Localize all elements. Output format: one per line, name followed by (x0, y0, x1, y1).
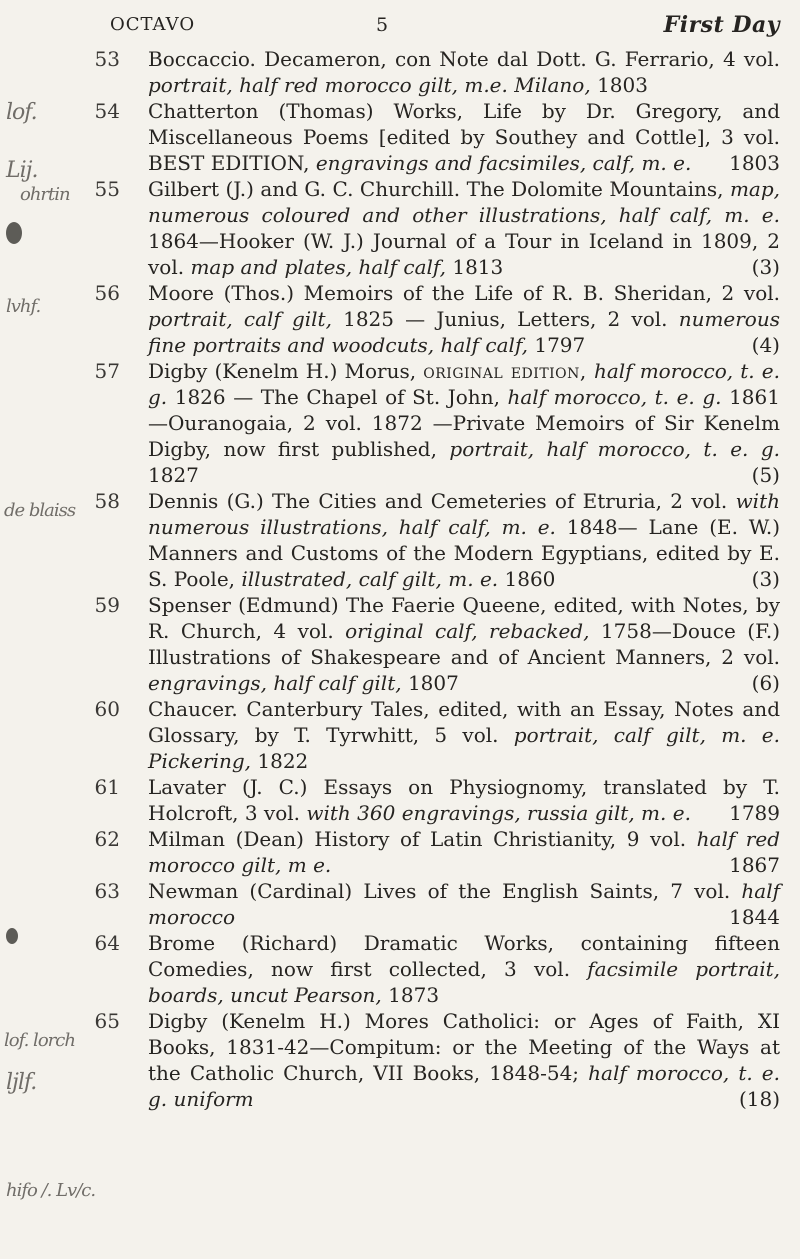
lot-italic-text: original calf, rebacked, (345, 619, 590, 643)
lot-entry (80, 98, 780, 176)
lot-description (148, 826, 780, 878)
lot-list (80, 46, 780, 1112)
lot-number: 59 (94, 593, 120, 617)
lot-text-run: Gilbert (J.) and G. C. Churchill. The Dolomite Mountains, (148, 177, 730, 201)
lot-description (148, 46, 780, 98)
lot-right-value: 1867 (729, 853, 780, 877)
lot-italic-text: portrait, half morocco, t. e. g. (449, 437, 780, 461)
lot-description (148, 774, 780, 826)
lot-text-run: 1822 (251, 749, 309, 773)
lot-italic-text: facsimile portrait, boards, uncut (148, 957, 780, 1007)
margin-note: lof. lorch (4, 1030, 75, 1051)
lot-italic-text: engravings and facsimiles, calf, m. e. (315, 151, 692, 175)
lot-italic-text: portrait, calf gilt, m. e. (513, 723, 780, 747)
lot-text-run: Spenser (Edmund) The Faerie Queene, edited, with Notes, by R. Church, 4 vol. (148, 593, 780, 643)
lot-italic-text: half morocco, t. e. g. (148, 359, 780, 409)
lot-text-run: Dennis (G.) The Cities and Cemeteries of Etruria, 2 vol. (148, 489, 736, 513)
lot-text-run: 1813 (445, 255, 504, 279)
lot-text-run: Chatterton (Thomas) Works, Life by Dr. Gregory, and Miscellaneous Poems [edited by Southey and Cottle], 3 vol. BEST EDITION, (148, 99, 780, 175)
lot-text-run: 1864—Hooker (W. J.) Journal of a Tour in Iceland in 1809, 2 vol. (148, 229, 780, 279)
lot-text-run: 1873 (381, 983, 440, 1007)
page-header (110, 8, 780, 42)
lot-italic-text: illustrated, calf gilt, m. e. (241, 567, 499, 591)
lot-text-run: Moore (Thos.) Memoirs of the Life of R. B. Sheridan, 2 vol. (148, 281, 780, 305)
lot-italic-text: Pearson, (294, 983, 382, 1007)
lot-text-run: 1860 (498, 567, 556, 591)
lot-italic-text: with 360 engravings, russia gilt, m. e. (306, 801, 691, 825)
lot-description (148, 488, 780, 592)
lot-number: 65 (94, 1009, 120, 1033)
lot-right-value: 1844 (729, 905, 780, 929)
lot-entry (80, 696, 780, 774)
lot-number: 56 (94, 281, 120, 305)
ink-blot (6, 222, 22, 244)
lot-text-run: 1807 (401, 671, 459, 695)
lot-description (148, 176, 780, 280)
lot-entry (80, 176, 780, 280)
lot-entry (80, 46, 780, 98)
lot-text-run: Boccaccio. Decameron, con Note dal Dott. G. Ferrario, 4 vol. (148, 47, 780, 71)
lot-right-value: (6) (751, 671, 780, 695)
lot-right-value: (3) (751, 255, 780, 279)
lot-right-value: (18) (738, 1087, 780, 1111)
lot-italic-text: half morocco, t. e. g. (507, 385, 722, 409)
lot-number: 60 (94, 697, 120, 721)
header-page-number: 5 (376, 14, 389, 36)
margin-note: lof. (6, 100, 37, 125)
lot-italic-text: with numerous illustrations, half calf, m. e. (148, 489, 780, 539)
lot-italic-text: half red morocco gilt, m e. (148, 827, 780, 877)
lot-number: 64 (94, 931, 120, 955)
lot-text-run: Brome (Richard) Dramatic Works, containing fifteen Comedies, now first collected, 3 vol. (148, 931, 780, 981)
lot-italic-text: portrait, half red morocco gilt, m.e. (148, 73, 508, 97)
lot-right-value: 1803 (729, 151, 780, 175)
lot-text-run: Digby (Kenelm H.) Mores Catholici: or Ages of Faith, XI Books, 1831-42—Compitum: or the Meeting of the Ways at the Catholic Church, VII Books, 1848-54; (148, 1009, 780, 1085)
lot-description (148, 280, 780, 358)
lot-number: 62 (94, 827, 120, 851)
lot-text-run: 1758—Douce (F.) Illustrations of Shakespeare and of Ancient Manners, 2 vol. (148, 619, 780, 669)
lot-description (148, 696, 780, 774)
lot-text-run: 1827 (148, 463, 199, 487)
lot-text-run: 1797 (528, 333, 586, 357)
lot-description (148, 592, 780, 696)
lot-text-run: Newman (Cardinal) Lives of the English Saints, 7 vol. (148, 879, 742, 903)
margin-note: Lij. (6, 158, 38, 183)
lot-number: 55 (94, 177, 120, 201)
lot-entry (80, 878, 780, 930)
lot-italic-text: Milano, (514, 73, 591, 97)
lot-entry (80, 930, 780, 1008)
lot-italic-text: engravings, half calf gilt, (148, 671, 402, 695)
lot-text-run: Digby (Kenelm H.) Morus, (148, 359, 424, 383)
lot-text-run: 1826 — The Chapel of St. John, (167, 385, 508, 409)
lot-number: 53 (94, 47, 120, 71)
lot-entry (80, 280, 780, 358)
lot-italic-text: numerous fine portraits and woodcuts, half calf, (148, 307, 780, 357)
ink-blot (6, 928, 18, 944)
lot-text-run: Chaucer. Canterbury Tales, edited, with an Essay, Notes and Glossary, by T. Tyrwhitt, 5 vol. (148, 697, 780, 747)
margin-note: ohrtin (20, 184, 70, 205)
lot-text-run: 1803 (590, 73, 648, 97)
margin-note: hifo /. Lv/c. (6, 1180, 96, 1201)
header-sale-day: First Day (663, 12, 780, 38)
lot-text-run: 1861—Ouranogaia, 2 vol. 1872 —Private Memoirs of Sir Kenelm Digby, now first published, (148, 385, 780, 461)
lot-italic-text: half morocco (148, 879, 780, 929)
lot-entry (80, 1008, 780, 1112)
lot-right-value: 1789 (729, 801, 780, 825)
lot-entry (80, 592, 780, 696)
lot-description (148, 98, 780, 176)
lot-right-value: (3) (751, 567, 780, 591)
lot-italic-text: map and plates, half calf, (190, 255, 446, 279)
header-format: OCTAVO (110, 14, 196, 35)
lot-description (148, 878, 780, 930)
lot-number: 58 (94, 489, 120, 513)
lot-text-run: Milman (Dean) History of Latin Christianity, 9 vol. (148, 827, 697, 851)
lot-entry (80, 774, 780, 826)
lot-italic-text: Pickering, (148, 749, 252, 773)
lot-number: 63 (94, 879, 120, 903)
margin-note: lvhf. (6, 296, 41, 317)
lot-text-run: 1848— Lane (E. W.) Manners and Customs of the Modern Egyptians, edited by E. S. Poole, (148, 515, 780, 591)
lot-description (148, 358, 780, 488)
lot-entry (80, 358, 780, 488)
lot-italic-text: portrait, calf gilt, (148, 307, 332, 331)
margin-note: de blaiss (4, 500, 76, 521)
margin-note: ljlf. (6, 1070, 37, 1095)
lot-number: 57 (94, 359, 120, 383)
lot-number: 61 (94, 775, 120, 799)
lot-smallcaps-text: original edition, (423, 359, 587, 383)
lot-description (148, 1008, 780, 1112)
lot-text-run (587, 359, 594, 383)
lot-description (148, 930, 780, 1008)
lot-number: 54 (94, 99, 120, 123)
lot-text-run: 1825 — Junius, Letters, 2 vol. (331, 307, 679, 331)
lot-text-run: Lavater (J. C.) Essays on Physiognomy, translated by T. Holcroft, 3 vol. (148, 775, 780, 825)
lot-right-value: (5) (751, 463, 780, 487)
lot-entry (80, 826, 780, 878)
lot-entry (80, 488, 780, 592)
lot-right-value: (4) (751, 333, 780, 357)
lot-italic-text: map, numerous coloured and other illustrations, half calf, m. e. (148, 177, 780, 227)
lot-italic-text: half morocco, t. e. g. uniform (148, 1061, 781, 1111)
